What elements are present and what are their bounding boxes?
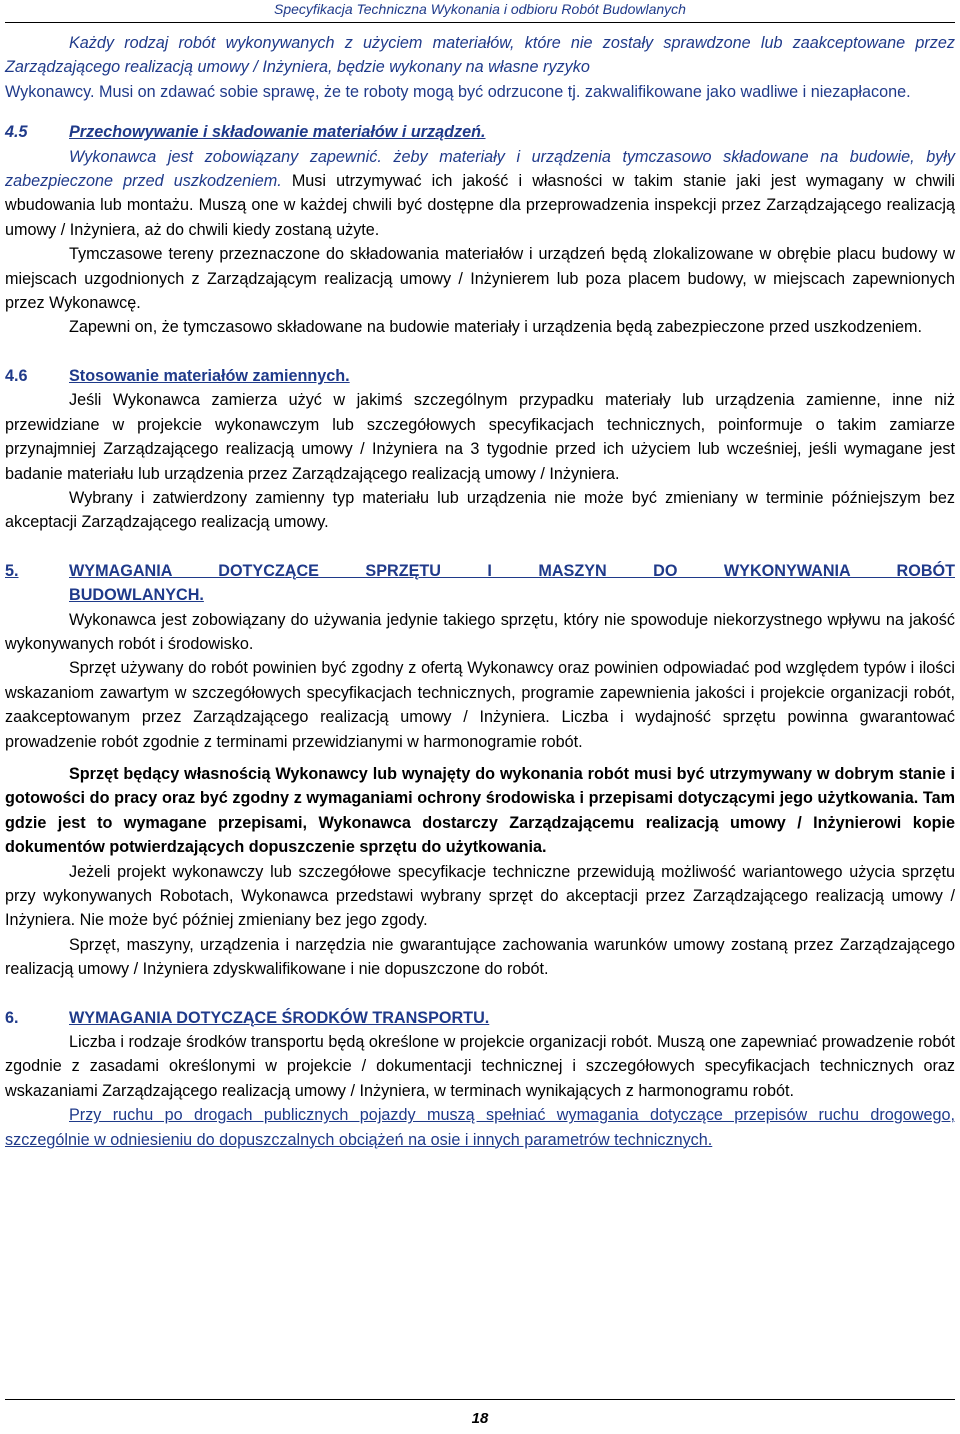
section-heading-5: [5, 559, 955, 583]
paragraph-4-6-2: Wybrany i zatwierdzony zamienny typ materiału lub urządzenia nie może być zmieniany w terminie późniejszym bez akceptacji Zarządzającego realizacją umowy.: [5, 488, 955, 532]
paragraph-intro: Każdy rodzaj robót wykonywanych z użyciem materiałów, które nie zostały sprawdzone lub zaakceptowane przez Zarządzającego realizacją umowy / Inżyniera, będzie wykonany na własne ryzyko: [5, 34, 955, 77]
page-number: 18: [471, 1410, 489, 1427]
section-number: 5.: [5, 561, 19, 580]
section-title: Stosowanie materiałów zamiennych.: [69, 366, 350, 385]
section-title: WYMAGANIA DOTYCZĄCE ŚRODKÓW TRANSPORTU.: [69, 1008, 490, 1027]
paragraph-6-1: Liczba i rodzaje środków transportu będą określone w projekcie organizacji robót. Muszą one zapewniać prowadzenie robót zgodnie z zasadami określonymi w projekcie / dokumentacji technicznej i szczegółowych specyfikacjach technicznych oraz wskazaniami Zarządzającego realizacją umowy / Inżyniera, w terminach wynikających z harmonogramu robót.: [5, 1033, 955, 1100]
paragraph-4-6-1: Jeśli Wykonawca zamierza użyć w jakimś szczególnym przypadku materiały lub urządzenia zamienne, inne niż przewidziane w projekcie wykonawczym lub szczegółowych specyfikacjach technicznych, poinformuje o takim zamiarze przynajmniej Zarządzającego realizacją umowy / Inżyniera na 3 tygodnie przed ich użyciem lub wcześniej, jeśli wymagane jest badanie materiału lub urządzenia przez Zarządzającego realizacją umowy / Inżyniera.: [5, 391, 955, 483]
section-title: WYMAGANIA DOTYCZĄCE SPRZĘTU I MASZYN DO WYKONYWANIA ROBÓT: [69, 561, 955, 580]
section-heading-6: [5, 1006, 955, 1030]
document-body: [5, 31, 955, 1152]
section-heading-4-5: [5, 120, 955, 144]
paragraph-4-5-1: Wykonawca jest zobowiązany zapewnić. żeby materiały i urządzenia tymczasowo składowane na budowie, były zabezpieczone przed uszkodzeniem. Musi utrzymywać ich jakość i własności w takim stanie jaki jest wymagany w chwili wbudowania lub montażu. Muszą one w każdej chwili być dostępne dla przeprowadzenia inspekcji przez Zarządzającego realizacją umowy / Inżyniera, aż do chwili kiedy zostaną użyte.: [5, 147, 956, 239]
section-number: 6.: [5, 1008, 19, 1027]
paragraph-6-2: Przy ruchu po drogach publicznych pojazdy muszą spełniać wymagania dotyczące przepisów ruchu drogowego, szczególnie w odniesieniu do dopuszczalnych obciążeń na osie i innych parametrów technicznych.: [5, 1106, 955, 1149]
footer-divider: [5, 1399, 955, 1400]
section-title: Przechowywanie i składowanie materiałów i urządzeń.: [69, 123, 486, 142]
paragraph-intro-cont: Wykonawcy. Musi on zdawać sobie sprawę, że te roboty mogą być odrzucone tj. zakwalifikowane jako wadliwe i niezapłacone.: [5, 82, 911, 101]
paragraph-5-3: Sprzęt będący własnością Wykonawcy lub wynajęty do wykonania robót musi być utrzymywany w dobrym stanie i gotowości do pracy oraz być zgodny z wymaganiami ochrony środowiska i przepisami dotyczącymi jego użytkowania. Tam gdzie jest to wymagane przepisami, Wykonawca dostarczy Zarządzającemu realizacją umowy / Inżynierowi kopie dokumentów potwierdzających dopuszczenie sprzętu do użytkowania.: [5, 764, 955, 857]
section-heading-4-6: [5, 364, 955, 388]
paragraph-5-5: Sprzęt, maszyny, urządzenia i narzędzia nie gwarantujące zachowania warunków umowy zostaną przez Zarządzającego realizacją umowy / Inżyniera zdyskwalifikowane i nie dopuszczone do robót.: [5, 935, 955, 979]
section-heading-5-cont: BUDOWLANYCH.: [69, 586, 204, 605]
paragraph-4-5-3: Zapewni on, że tymczasowo składowane na budowie materiały i urządzenia będą zabezpieczone przed uszkodzeniem.: [69, 318, 923, 337]
paragraph-5-4: Jeżeli projekt wykonawczy lub szczegółowe specyfikacje techniczne przewidują możliwość wariantowego użycia sprzętu przy wykonywanych Robotach, Wykonawca przedstawi wybrany sprzęt do akceptacji przez Zarządzającego realizacją umowy / Inżyniera. Nie może być później zmieniany bez jego zgody.: [5, 862, 955, 930]
section-number: 4.5: [5, 123, 28, 142]
running-header: Specyfikacja Techniczna Wykonania i odbioru Robót Budowlanych: [274, 1, 686, 17]
header-divider: [5, 22, 955, 23]
paragraph-5-1: Wykonawca jest zobowiązany do używania jedynie takiego sprzętu, który nie spowoduje niekorzystnego wpływu na jakość wykonywanych robót i środowisko.: [5, 610, 955, 653]
paragraph-5-2: Sprzęt używany do robót powinien być zgodny z ofertą Wykonawcy oraz powinien odpowiadać pod względem typów i ilości wskazaniom zawartym w szczegółowych specyfikacjach technicznych, programie zapewnienia jakości i projekcie organizacji robót, zaakceptowanym przez Zarządzającego realizacją umowy / Inżyniera. Liczba i wydajność sprzętu powinna gwarantować prowadzenie robót zgodnie z terminami przewidzianymi w harmonogramie robót.: [5, 659, 955, 751]
paragraph-4-5-2: Tymczasowe tereny przeznaczone do składowania materiałów i urządzeń będą zlokalizowane w obrębie placu budowy w miejscach uzgodnionych z Zarządzającym realizacją umowy / Inżynierem lub poza placem budowy, w miejscach zapewnionych przez Wykonawcę.: [5, 245, 955, 313]
section-number: 4.6: [5, 366, 28, 385]
